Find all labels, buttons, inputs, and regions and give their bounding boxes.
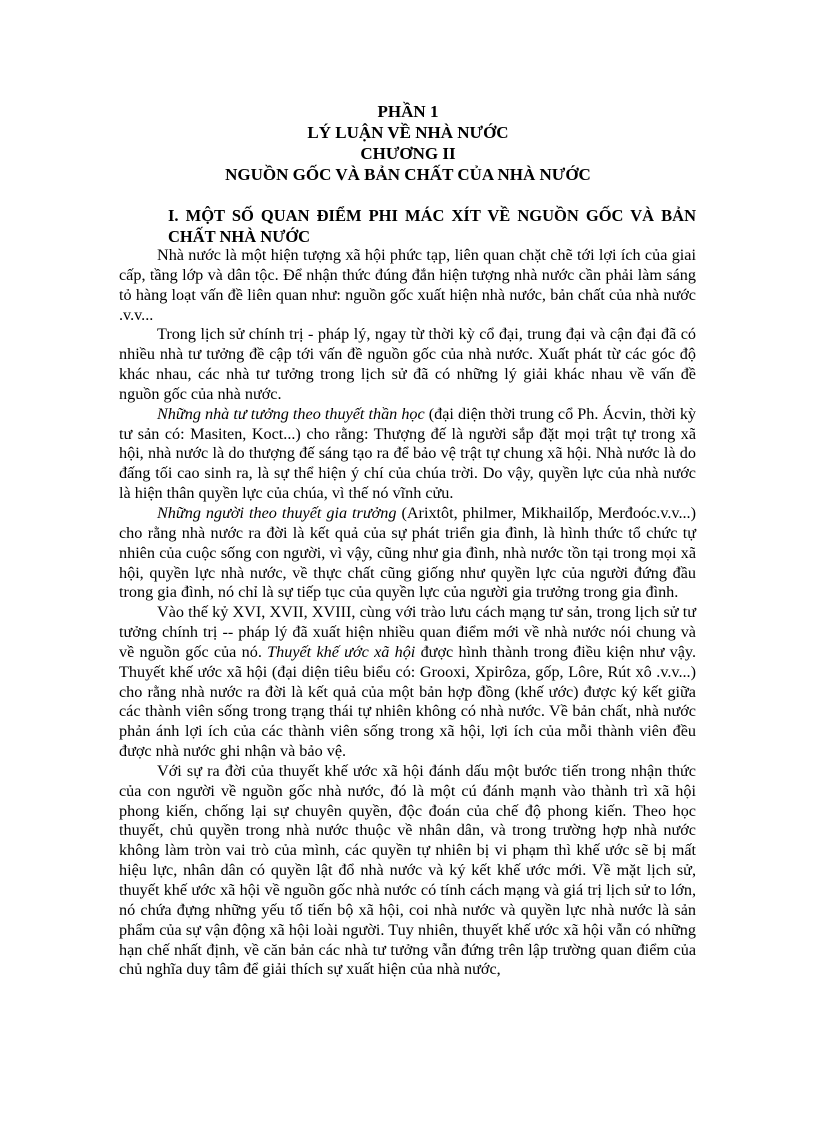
paragraph-4-italic-lead: Những người theo thuyết gia trưởng <box>157 503 397 522</box>
paragraph-3-italic-lead: Những nhà tư tưởng theo thuyết thần học <box>157 404 425 423</box>
section-title: I. MỘT SỐ QUAN ĐIỂM PHI MÁC XÍT VỀ NGUỒN GỐC VÀ BẢN CHẤT NHÀ NƯỚC <box>168 206 696 246</box>
chapter-heading: CHƯƠNG II <box>360 144 456 163</box>
paragraph-3-text: (đại diện thời trung cổ Ph. Ácvin, thời kỳ tư sản có: Masiten, Koct...) cho rằng: Thượng đế là người sắp đặt mọi trật tự trong xã hội, nhà nước là do thượng đế sáng tạo ra để bảo vệ trật tự chung xã hội. Nhà nước là do đấng tối cao sinh ra, là sự thể hiện ý chí của chúa trời. Do vậy, quyền lực của nhà nước là hiện thân quyền lực của chúa, vì thế nó vĩnh cửu. <box>119 404 697 503</box>
paragraph-4 <box>119 504 696 603</box>
paragraph-5 <box>119 603 696 762</box>
paragraph-2: Trong lịch sử chính trị - pháp lý, ngay từ thời kỳ cổ đại, trung đại và cận đại đã có nhiều nhà tư tưởng đề cập tới vấn đề nguồn gốc của nhà nước. Xuất phát từ các góc độ khác nhau, các nhà tư tưởng trong lịch sử đã có những lý giải khác nhau về vấn đề nguồn gốc của nhà nước. <box>119 325 696 403</box>
paragraph-5-text-a: Vào thế kỷ XVI, XVII, XVIII, cùng với trào lưu cách mạng tư sản, trong lịch sử tư tưởng chính trị -- pháp lý đã xuất hiện nhiều quan điểm mới về nhà nước nói chung và về nguồn gốc của nó. <box>119 603 696 661</box>
part-title: LÝ LUẬN VỀ NHÀ NƯỚC <box>307 123 509 142</box>
paragraph-6: Với sự ra đời của thuyết khế ước xã hội đánh dấu một bước tiến trong nhận thức của con người về nguồn gốc nhà nước, đó là một cú đánh mạnh vào thành trì xã hội phong kiến, chống lại sự chuyên quyền, độc đoán của chế độ phong kiến. Theo học thuyết, chủ quyền trong nhà nước thuộc về nhân dân, và trong trường hợp nhà nước không làm tròn vai trò của mình, các quyền tự nhiên bị vi phạm thì khế ước sẽ bị mất hiệu lực, nhân dân có quyền lật đổ nhà nước và ký kết khế ước mới. Về mặt lịch sử, thuyết khế ước xã hội về nguồn gốc nhà nước có tính cách mạng và giá trị lịch sử to lớn, nó chứa đựng những yếu tố tiến bộ xã hội, coi nhà nước và quyền lực nhà nước là sản phẩm của sự vận động xã hội loài người. Tuy nhiên, thuyết khế ước xã hội vẫn có những hạn chế nhất định, về căn bản các nhà tư tưởng vẫn đứng trên lập trường quan điểm của chủ nghĩa duy tâm để giải thích sự xuất hiện của nhà nước, <box>119 761 696 979</box>
paragraph-1: Nhà nước là một hiện tượng xã hội phức tạp, liên quan chặt chẽ tới lợi ích của giai cấp, tầng lớp và dân tộc. Để nhận thức đúng đắn hiện tượng nhà nước cần phải làm sáng tỏ hàng loạt vấn đề liên quan như: nguồn gốc xuất hiện nhà nước, bản chất của nhà nước .v.v... <box>119 246 696 324</box>
body-text <box>119 246 696 980</box>
paragraph-5-text-b: được hình thành trong điều kiện như vậy. Thuyết khế ước xã hội (đại diện tiêu biểu có: Grooxi, Xpirôza, gốp, Lôre, Rút xô .v.v...) cho rằng nhà nước ra đời là kết quả của một bản hợp đồng (khế ước) được ký kết giữa các thành viên sống trong trạng thái tự nhiên không có nhà nước. Về bản chất, nhà nước phản ánh lợi ích của các thành viên sống trong xã hội, lợi ích của mỗi thành viên đều được nhà nước ghi nhận và bảo vệ. <box>119 642 696 761</box>
part-heading: PHẦN 1 <box>377 102 439 121</box>
paragraph-5-italic-term: Thuyết khế ước xã hội <box>267 642 416 661</box>
paragraph-4-text: (Arixtôt, philmer, Mikhailốp, Merđoóc.v.v...) cho rằng nhà nước ra đời là kết quả của sự phát triển gia đình, là hình thức tổ chức tự nhiên của cuộc sống con người, vì vậy, cũng như gia đình, nhà nước tồn tại trong mọi xã hội, quyền lực nhà nước, về thực chất cũng giống như quyền lực của người đứng đầu trong gia đình, nó chỉ là sự tiếp tục của quyền lực của người gia trưởng trong gia đình. <box>119 503 696 602</box>
chapter-title: NGUỒN GỐC VÀ BẢN CHẤT CỦA NHÀ NƯỚC <box>225 165 591 184</box>
paragraph-3 <box>119 405 696 504</box>
